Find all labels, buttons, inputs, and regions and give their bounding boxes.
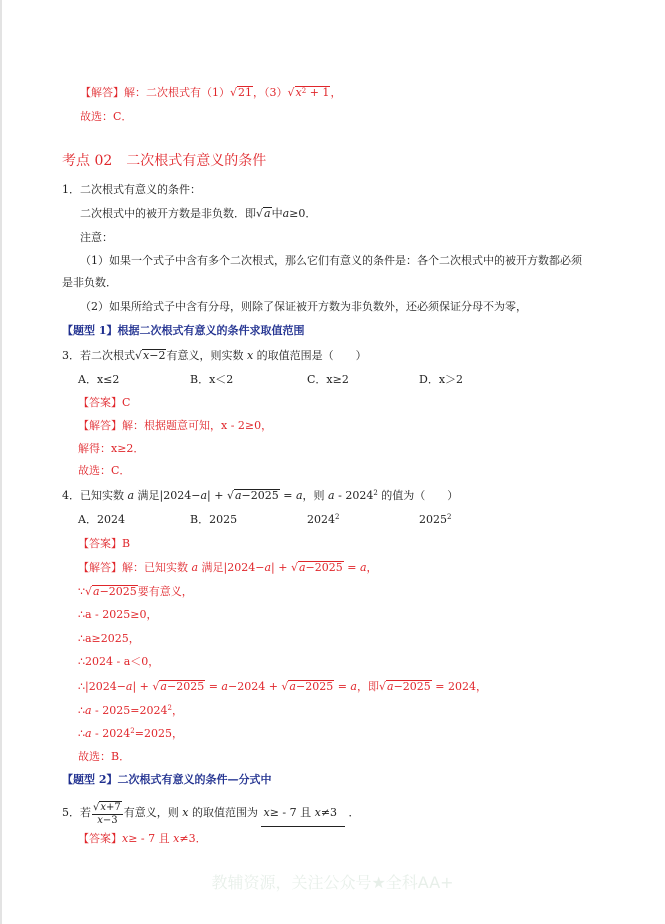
watermark: 教辅资源，关注公众号★全科AA+	[211, 873, 454, 892]
question-4-solution-6: ∴|2024−a| + √a−2025 = a−2024 + √a−2025 = a，即√a−2025 = 2024，	[78, 680, 487, 693]
paragraph-1: 1．二次根式有意义的条件：	[62, 183, 201, 196]
question-4-solution-5: ∴2024 - a＜0，	[78, 655, 160, 668]
option-a[interactable]: A．x≤2	[78, 373, 120, 386]
type-2-heading: 【题型 2】二次根式有意义的条件—分式中	[62, 773, 272, 786]
question-4-solution-9: 故选：B．	[78, 750, 131, 763]
option-c[interactable]: 2024$^2$	[307, 513, 340, 526]
option-b[interactable]: B．2025	[190, 513, 238, 526]
question-4-answer: 【答案】B	[78, 537, 131, 550]
question-3-solution-2: 解得：x≥2．	[78, 442, 145, 455]
question-4-solution-4: ∴a≥2025，	[78, 632, 140, 645]
option-a[interactable]: A．2024	[78, 513, 125, 526]
paragraph-note-2: （2）如果所给式子中含有分母，则除了保证被开方数为非负数外，还必须保证分母不为零，	[80, 300, 527, 313]
option-b[interactable]: B．x＜2	[190, 373, 234, 386]
paragraph-2: 二次根式中的被开方数是非负数．即√a中a≥0．	[80, 207, 317, 220]
question-5-answer: 【答案】x≥ - 7 且 x≠3．	[78, 832, 207, 845]
question-4-solution-2: ∵√a−2025要有意义，	[78, 585, 193, 598]
option-d[interactable]: D．x＞2	[419, 373, 464, 386]
question-5: 5．若 $\frac{√x+7}{x-3}$ 有意义，则 x 的取值范围为 x≥ - 7 且 x≠3 ．	[62, 801, 360, 826]
choice-result-prev: 故选：C．	[80, 110, 133, 123]
question-4-solution-8: ∴a - $2024^2=2025$，	[78, 727, 183, 740]
question-3-answer: 【答案】C	[78, 396, 131, 409]
option-d[interactable]: 2025$^2$	[419, 513, 452, 526]
question-4: 4．已知实数 a 满足|2024−a| + √a−2025 = a，则 a - 2024$^2$ 的值为（ ）	[62, 489, 459, 502]
question-4-solution-7: ∴a - $2025=2024^2$，	[78, 704, 183, 717]
type-1-heading: 【题型 1】根据二次根式有意义的条件求取值范围	[62, 324, 305, 337]
page-edge	[0, 0, 2, 924]
section-title: 考点 02 二次根式有意义的条件	[62, 153, 267, 169]
question-3: 3．若二次根式√x−2有意义，则实数 x 的取值范围是（ ）	[62, 349, 367, 362]
question-3-solution-1: 【解答】解：根据题意可知，x - 2≥0，	[78, 419, 273, 432]
option-c[interactable]: C．x≥2	[307, 373, 349, 386]
answer-explanation-prev: 【解答】解：二次根式有（1）√21，$(3)√x^2 + 1$，	[80, 86, 342, 99]
question-4-solution-3: ∴a - 2025≥0，	[78, 608, 158, 621]
question-4-solution-1: 【解答】解：已知实数 a 满足|2024−a| + √a−2025 = a，	[78, 561, 378, 574]
paragraph-note-1b: 是非负数．	[62, 276, 117, 289]
question-3-solution-3: 故选：C．	[78, 464, 131, 477]
paragraph-note: 注意：	[80, 231, 113, 244]
paragraph-note-1a: （1）如果一个式子中含有多个二次根式，那么它们有意义的条件是：各个二次根式中的被开方数都必须	[80, 254, 582, 267]
